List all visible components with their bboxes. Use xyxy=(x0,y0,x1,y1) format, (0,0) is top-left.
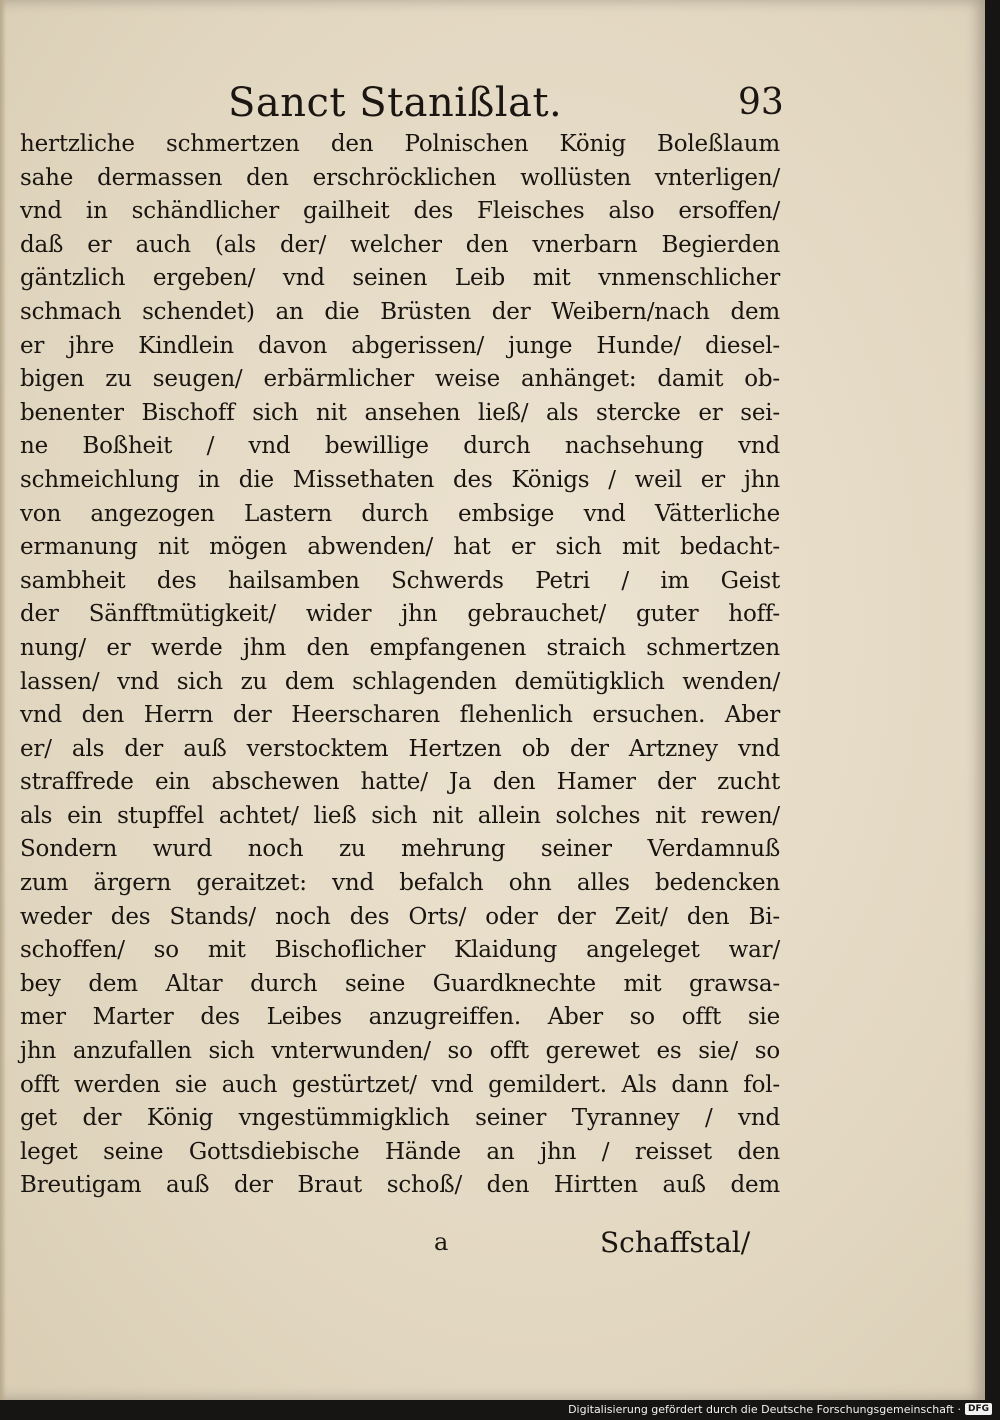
body-text xyxy=(20,128,780,1203)
text-line: hertzliche schmertzen den Polnischen König Boleßlaum xyxy=(20,131,780,157)
text-line: daß er auch (als der/ welcher den vnerbarn Begierden xyxy=(20,231,780,258)
text-line: ne Boßheit / vnd bewillige durch nachsehung vnd xyxy=(20,433,780,460)
text-line: bey dem Altar durch seine Guardknechte mit grawsa- xyxy=(20,970,780,997)
text-line: get der König vngestümmigklich seiner Tyranney / vnd xyxy=(20,1105,780,1132)
text-line: offt werden sie auch gestürtzet/ vnd gemildert. Als dann fol- xyxy=(20,1071,780,1098)
text-line: lassen/ vnd sich zu dem schlagenden demütigklich wenden/ xyxy=(20,668,780,695)
text-line: Sondern wurd noch zu mehrung seiner Verdamnuß xyxy=(20,836,780,863)
page-number: 93 xyxy=(738,82,784,123)
digitization-footer xyxy=(568,1400,992,1418)
text-line: schmeichlung in die Missethaten des Königs / weil er jhn xyxy=(20,466,780,493)
text-line: bigen zu seugen/ erbärmlicher weise anhänget: damit ob- xyxy=(20,366,780,393)
text-line: mer Marter des Leibes anzugreiffen. Aber so offt sie xyxy=(20,1004,780,1031)
text-line: er/ als der auß verstocktem Hertzen ob der Artzney vnd xyxy=(20,735,780,762)
catchword: Schaffstal/ xyxy=(600,1226,751,1259)
page-gutter-edge xyxy=(0,0,6,1400)
text-line: weder des Stands/ noch des Orts/ oder der Zeit/ den Bi- xyxy=(20,903,780,930)
running-head: Sanct Stanißlat. xyxy=(228,80,563,126)
text-line: nung/ er werde jhm den empfangenen straich schmertzen xyxy=(20,634,780,661)
dfg-logo-icon: DFG xyxy=(965,1403,992,1415)
text-line: schmach schendet) an die Brüsten der Weibern/nach dem xyxy=(20,298,780,325)
text-line: benenter Bischoff sich nit ansehen ließ/ als stercke er sei- xyxy=(20,399,780,426)
text-line: vnd in schändlicher gailheit des Fleisches also ersoffen/ xyxy=(20,198,780,225)
text-line: straffrede ein abschewen hatte/ Ja den Hamer der zucht xyxy=(20,769,780,796)
footer-credit: Digitalisierung gefördert durch die Deutsche Forschungsgemeinschaft · xyxy=(568,1402,961,1416)
text-line: er jhre Kindlein davon abgerissen/ junge Hunde/ diesel- xyxy=(20,332,780,359)
text-line: von angezogen Lastern durch embsige vnd Vätterliche xyxy=(20,500,780,527)
signature-mark: a xyxy=(434,1228,449,1256)
text-line: vnd den Herrn der Heerscharen flehenlich ersuchen. Aber xyxy=(20,702,780,729)
text-line: gäntzlich ergeben/ vnd seinen Leib mit vnmenschlicher xyxy=(20,265,780,292)
text-line: zum ärgern geraitzet: vnd befalch ohn alles bedencken xyxy=(20,870,780,897)
text-line: ermanung nit mögen abwenden/ hat er sich mit bedacht- xyxy=(20,534,780,561)
text-line: leget seine Gottsdiebische Hände an jhn / reisset den xyxy=(20,1138,780,1165)
text-line: Breutigam auß der Braut schoß/ den Hirtten auß dem xyxy=(20,1172,780,1199)
text-line: als ein stupffel achtet/ ließ sich nit allein solches nit rewen/ xyxy=(20,802,780,829)
text-line: jhn anzufallen sich vnterwunden/ so offt gerewet es sie/ so xyxy=(20,1038,780,1065)
text-line: schoffen/ so mit Bischoflicher Klaidung angeleget war/ xyxy=(20,937,780,964)
text-line: sambheit des hailsamben Schwerds Petri / im Geist xyxy=(20,567,780,594)
text-line: sahe dermassen den erschröcklichen wollüsten vnterligen/ xyxy=(20,164,780,191)
text-line: der Sänfftmütigkeit/ wider jhn gebrauchet/ guter hoff- xyxy=(20,601,780,628)
